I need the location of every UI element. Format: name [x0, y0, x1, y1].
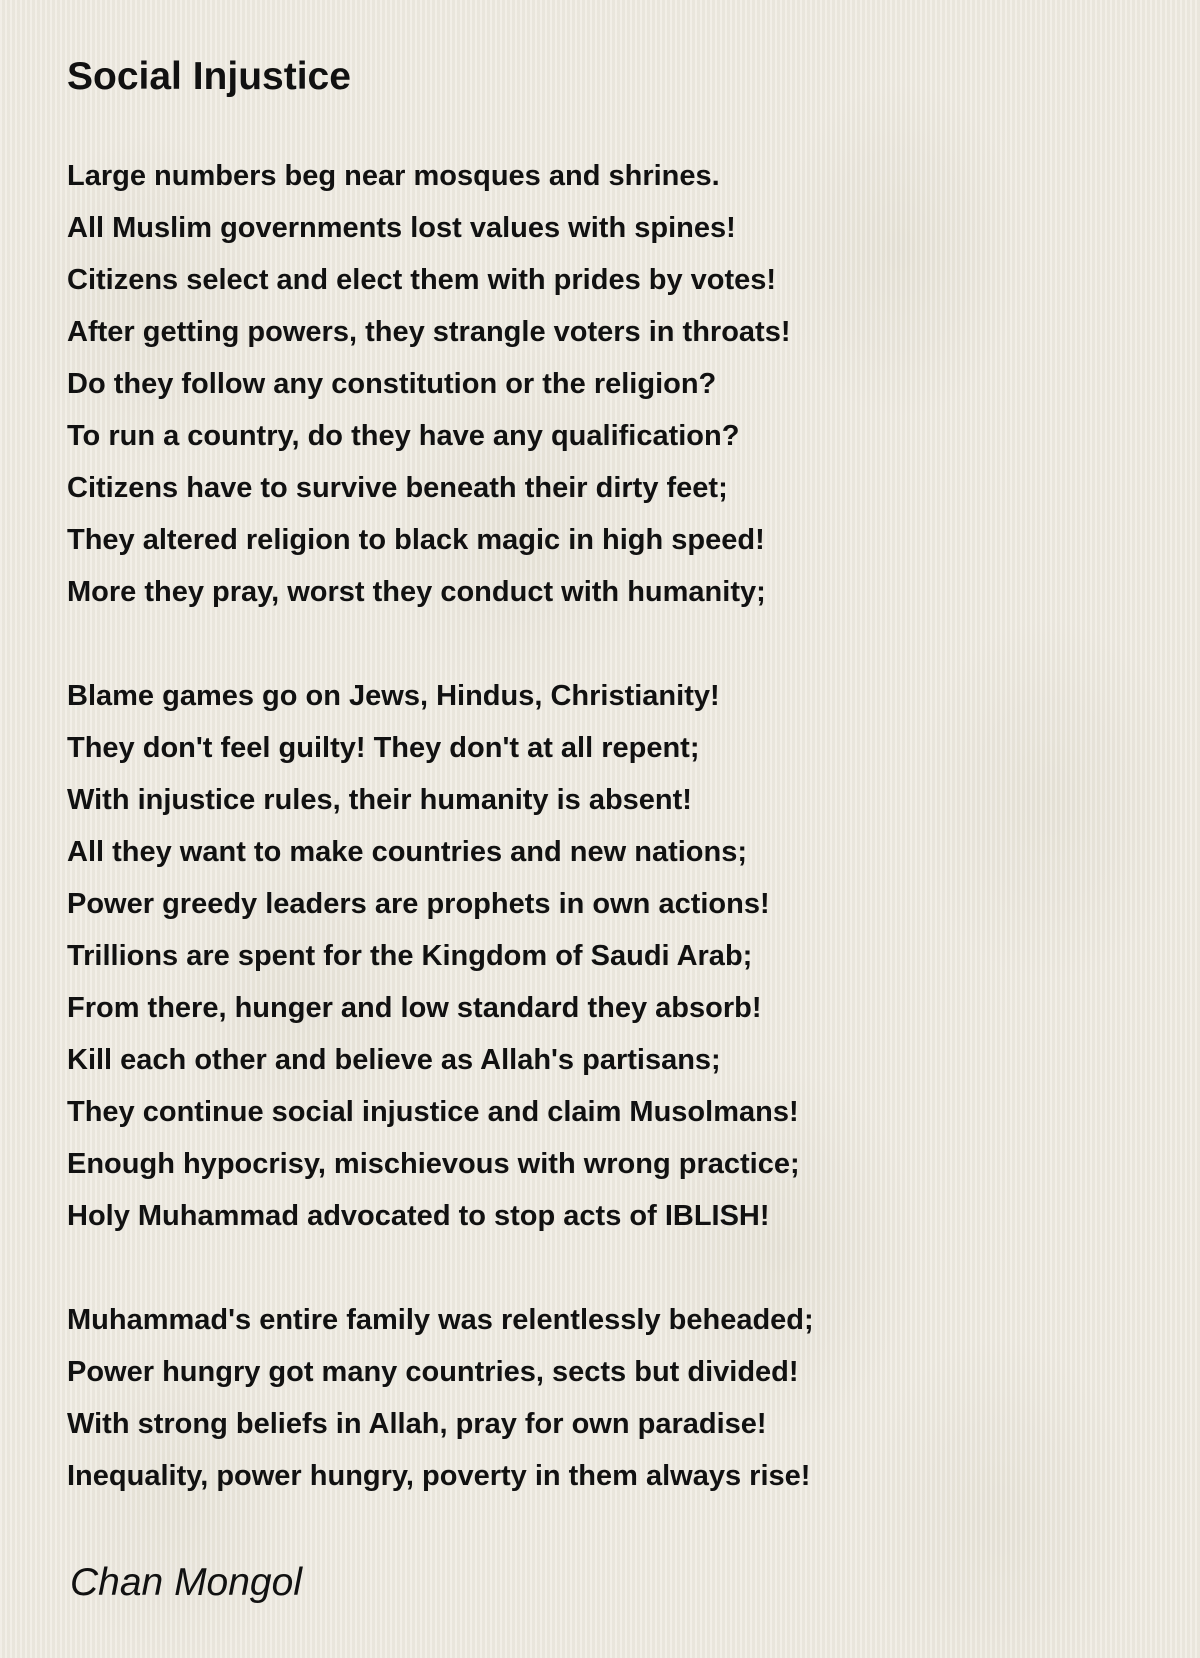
poem-title: Social Injustice [67, 55, 351, 98]
poem-line: Inequality, power hungry, poverty in them always rise! [67, 1460, 811, 1492]
poem-line: More they pray, worst they conduct with humanity; [67, 576, 766, 608]
poem-line: Do they follow any constitution or the religion? [67, 368, 717, 400]
poem-line: Large numbers beg near mosques and shrines. [67, 160, 720, 192]
poem-line: They altered religion to black magic in high speed! [67, 524, 765, 556]
poem-line: With injustice rules, their humanity is absent! [67, 784, 692, 816]
poem-line: Kill each other and believe as Allah's partisans; [67, 1044, 721, 1076]
poem-line: Muhammad's entire family was relentlessly beheaded; [67, 1304, 814, 1336]
poem-line: They don't feel guilty! They don't at all repent; [67, 732, 700, 764]
poem-line: Enough hypocrisy, mischievous with wrong practice; [67, 1148, 800, 1180]
poem-line: With strong beliefs in Allah, pray for own paradise! [67, 1408, 767, 1440]
poem-line: From there, hunger and low standard they absorb! [67, 992, 762, 1024]
stanza-2 [67, 670, 1167, 1242]
poem-line: Holy Muhammad advocated to stop acts of IBLISH! [67, 1200, 770, 1232]
poem-line: Blame games go on Jews, Hindus, Christianity! [67, 680, 720, 712]
poem-line: All Muslim governments lost values with spines! [67, 212, 736, 244]
poem-line: Citizens select and elect them with prides by votes! [67, 264, 777, 296]
author-name: Chan Mongol [70, 1561, 302, 1604]
poem-line: After getting powers, they strangle voters in throats! [67, 316, 791, 348]
poem-line: They continue social injustice and claim Musolmans! [67, 1096, 799, 1128]
poem-line: Trillions are spent for the Kingdom of Saudi Arab; [67, 940, 753, 972]
poem-line: Citizens have to survive beneath their dirty feet; [67, 472, 728, 504]
stanza-3 [67, 1294, 1167, 1502]
poem-line: Power greedy leaders are prophets in own actions! [67, 888, 770, 920]
stanza-1 [67, 150, 1167, 618]
poem-line: Power hungry got many countries, sects but divided! [67, 1356, 799, 1388]
poem-line: To run a country, do they have any qualification? [67, 420, 740, 452]
poem-body [67, 150, 1167, 1554]
poem-line: All they want to make countries and new nations; [67, 836, 747, 868]
